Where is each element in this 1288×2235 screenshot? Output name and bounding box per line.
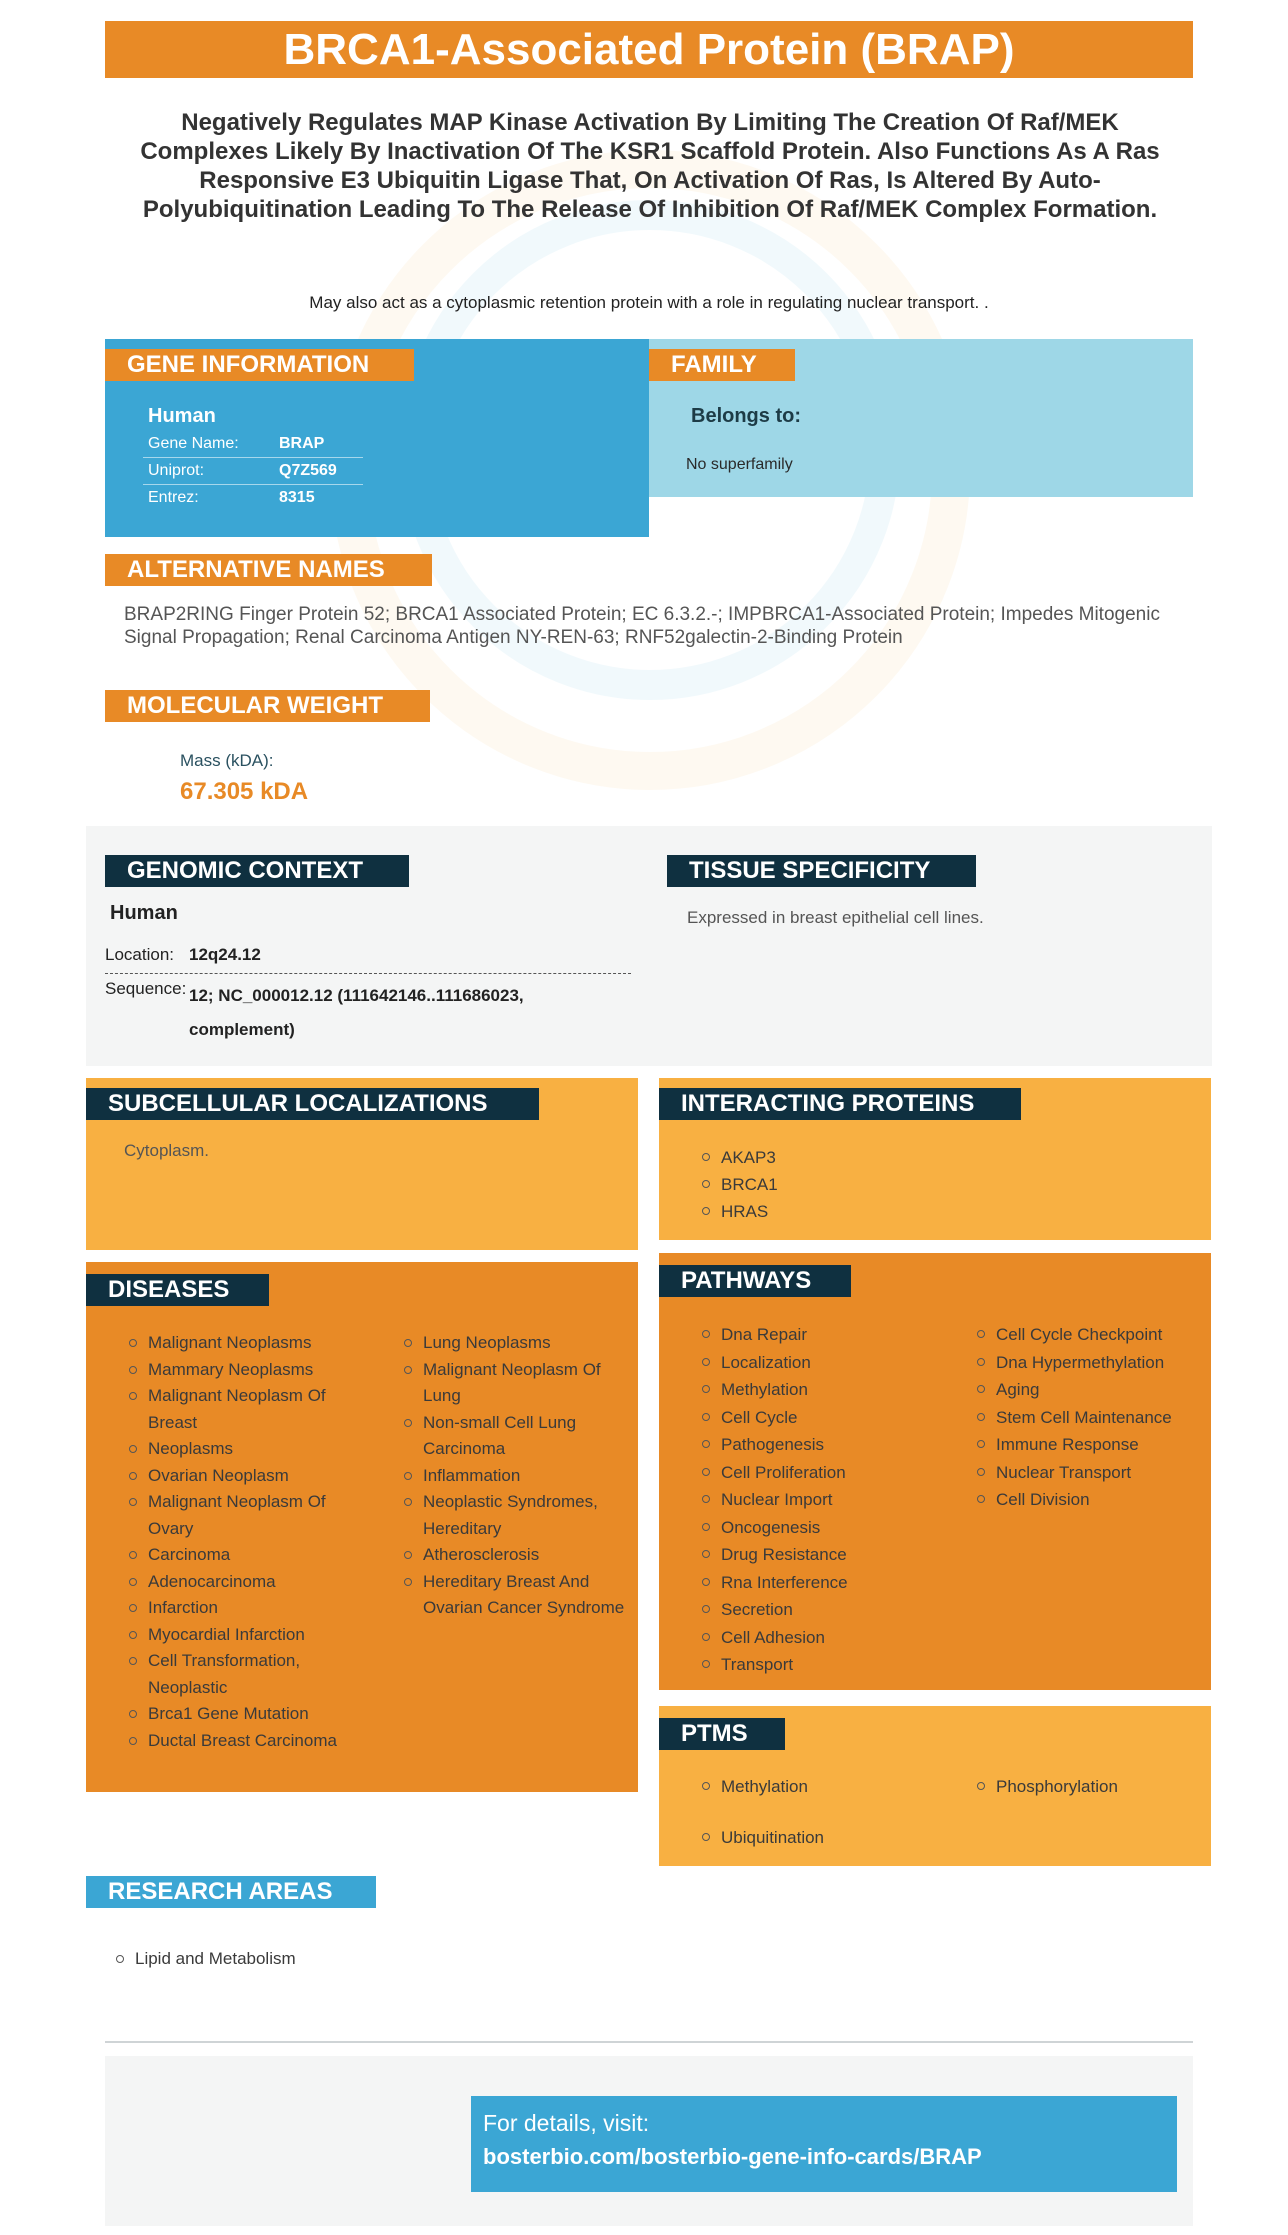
list-item: Neoplastic Syndromes, Hereditary: [401, 1489, 636, 1542]
gene-information-heading: GENE INFORMATION: [105, 349, 414, 381]
list-item: Phosphorylation: [974, 1773, 1118, 1800]
pathways-list-col2: [974, 1321, 1234, 1514]
diseases-heading: DISEASES: [86, 1274, 269, 1306]
list-item: Rna Interference: [699, 1569, 959, 1597]
ptms-heading: PTMS: [659, 1718, 785, 1750]
details-link-box[interactable]: [471, 2096, 1177, 2192]
list-item: Lung Neoplasms: [401, 1330, 636, 1357]
list-item: Stem Cell Maintenance: [974, 1404, 1234, 1432]
interacting-proteins-list: [699, 1144, 778, 1225]
list-item: BRCA1: [699, 1171, 778, 1198]
list-item: Transport: [699, 1651, 959, 1679]
function-note: May also act as a cytoplasmic retention protein with a role in regulating nuclear transport. .: [309, 293, 989, 312]
list-item: Adenocarcinoma: [126, 1569, 361, 1596]
list-item: Non-small Cell Lung Carcinoma: [401, 1410, 636, 1463]
list-item: Nuclear Transport: [974, 1459, 1234, 1487]
list-item: Methylation: [699, 1773, 808, 1800]
ptms-list: [699, 1773, 808, 1800]
list-item: Carcinoma: [126, 1542, 361, 1569]
list-item: Cell Cycle Checkpoint: [974, 1321, 1234, 1349]
list-item: Dna Hypermethylation: [974, 1349, 1234, 1377]
ptms-panel: [659, 1706, 1211, 1866]
alternative-names-text: BRAP2RING Finger Protein 52; BRCA1 Associated Protein; EC 6.3.2.-; IMPBRCA1-Associated Protein; Impedes Mitogenic Signal Propagation; Renal Carcinoma Antigen NY-REN-63; RNF52galectin-2-Binding Protein: [124, 604, 1160, 648]
location-value: 12q24.12: [189, 945, 261, 964]
sequence-label: Sequence:: [105, 979, 187, 998]
list-item: Inflammation: [401, 1463, 636, 1490]
entrez-value: 8315: [279, 489, 315, 506]
list-item: Brca1 Gene Mutation: [126, 1701, 361, 1728]
mass-value: 67.305 kDA: [180, 778, 309, 805]
sequence-value: 12; NC_000012.12 (111642146..111686023, complement): [189, 986, 524, 1039]
uniprot-value: Q7Z569: [279, 462, 337, 479]
list-item: Secretion: [699, 1596, 959, 1624]
page-title: BRCA1-Associated Protein (BRAP): [105, 21, 1193, 78]
diseases-list-col2: [401, 1330, 636, 1622]
research-areas-heading: RESEARCH AREAS: [86, 1876, 376, 1908]
subcellular-heading: SUBCELLULAR LOCALIZATIONS: [86, 1088, 539, 1120]
list-item: Dna Repair: [699, 1321, 959, 1349]
pathways-heading: PATHWAYS: [659, 1265, 851, 1297]
list-item: Immune Response: [974, 1431, 1234, 1459]
gene-name-value: BRAP: [279, 435, 325, 452]
list-item: Malignant Neoplasm Of Lung: [401, 1357, 636, 1410]
family-belongs-label: Belongs to:: [691, 405, 801, 427]
ptms-list: [974, 1773, 1118, 1800]
list-item: Pathogenesis: [699, 1431, 959, 1459]
family-heading: FAMILY: [649, 349, 795, 381]
list-item: Cell Cycle: [699, 1404, 959, 1432]
list-item: AKAP3: [699, 1144, 778, 1171]
genomic-species: Human: [110, 902, 178, 924]
list-item: Aging: [974, 1376, 1234, 1404]
divider: [105, 2041, 1193, 2043]
interacting-proteins-panel: [659, 1078, 1211, 1240]
list-item: Nuclear Import: [699, 1486, 959, 1514]
ptms-list: [699, 1824, 824, 1851]
list-item: Ovarian Neoplasm: [126, 1463, 361, 1490]
list-item: Cell Division: [974, 1486, 1234, 1514]
gene-name-row: [143, 431, 363, 458]
interacting-proteins-heading: INTERACTING PROTEINS: [659, 1088, 1021, 1120]
list-item: Cell Proliferation: [699, 1459, 959, 1487]
alternative-names-heading: ALTERNATIVE NAMES: [105, 554, 432, 586]
list-item: Localization: [699, 1349, 959, 1377]
tissue-specificity-text: Expressed in breast epithelial cell lines.: [687, 908, 984, 927]
list-item: Lipid and Metabolism: [113, 1946, 296, 1972]
details-label: For details, visit:: [483, 2110, 650, 2136]
list-item: Neoplasms: [126, 1436, 361, 1463]
molecular-weight-heading: MOLECULAR WEIGHT: [105, 690, 430, 722]
details-url-link[interactable]: bosterbio.com/bosterbio-gene-info-cards/BRAP: [483, 2144, 982, 2169]
tissue-specificity-heading: TISSUE SPECIFICITY: [667, 855, 976, 887]
diseases-panel: [86, 1262, 638, 1792]
gene-species: Human: [148, 405, 216, 427]
uniprot-label: Uniprot:: [148, 462, 205, 479]
genomic-context-heading: GENOMIC CONTEXT: [105, 855, 409, 887]
list-item: Infarction: [126, 1595, 361, 1622]
list-item: Malignant Neoplasms: [126, 1330, 361, 1357]
list-item: Myocardial Infarction: [126, 1622, 361, 1649]
gene-name-label: Gene Name:: [148, 435, 239, 452]
list-item: Ubiquitination: [699, 1824, 824, 1851]
mass-label: Mass (kDA):: [180, 751, 274, 770]
list-item: HRAS: [699, 1198, 778, 1225]
list-item: Hereditary Breast And Ovarian Cancer Syndrome: [401, 1569, 636, 1622]
research-areas-list: [113, 1946, 296, 1972]
family-panel: [649, 339, 1193, 497]
gene-information-panel: [105, 339, 649, 537]
family-value: No superfamily: [686, 456, 793, 473]
list-item: Mammary Neoplasms: [126, 1357, 361, 1384]
list-item: Methylation: [699, 1376, 959, 1404]
uniprot-row: [143, 458, 363, 485]
list-item: Cell Adhesion: [699, 1624, 959, 1652]
list-item: Malignant Neoplasm Of Breast: [126, 1383, 361, 1436]
pathways-list-col1: [699, 1321, 959, 1679]
pathways-panel: [659, 1253, 1211, 1690]
protein-function-summary: Negatively Regulates MAP Kinase Activation By Limiting The Creation Of Raf/MEK Complexes Likely By Inactivation Of The KSR1 Scaffold Protein. Also Functions As A Ras Responsive E3 Ubiquitin Ligase That, On Activation Of Ras, Is Altered By Auto- Polyubiquitination Leading To The Release Of Inhibition Of Raf/MEK Complex Formation.: [140, 109, 1160, 223]
list-item: Atherosclerosis: [401, 1542, 636, 1569]
genomic-location-row: [105, 942, 631, 974]
subcellular-text: Cytoplasm.: [124, 1141, 210, 1160]
location-label: Location:: [105, 945, 174, 964]
entrez-row: [143, 485, 363, 512]
diseases-list-col1: [126, 1330, 361, 1754]
entrez-label: Entrez:: [148, 489, 199, 506]
list-item: Malignant Neoplasm Of Ovary: [126, 1489, 361, 1542]
list-item: Oncogenesis: [699, 1514, 959, 1542]
subcellular-panel: [86, 1078, 638, 1250]
list-item: Drug Resistance: [699, 1541, 959, 1569]
list-item: Cell Transformation, Neoplastic: [126, 1648, 361, 1701]
list-item: Ductal Breast Carcinoma: [126, 1728, 361, 1755]
